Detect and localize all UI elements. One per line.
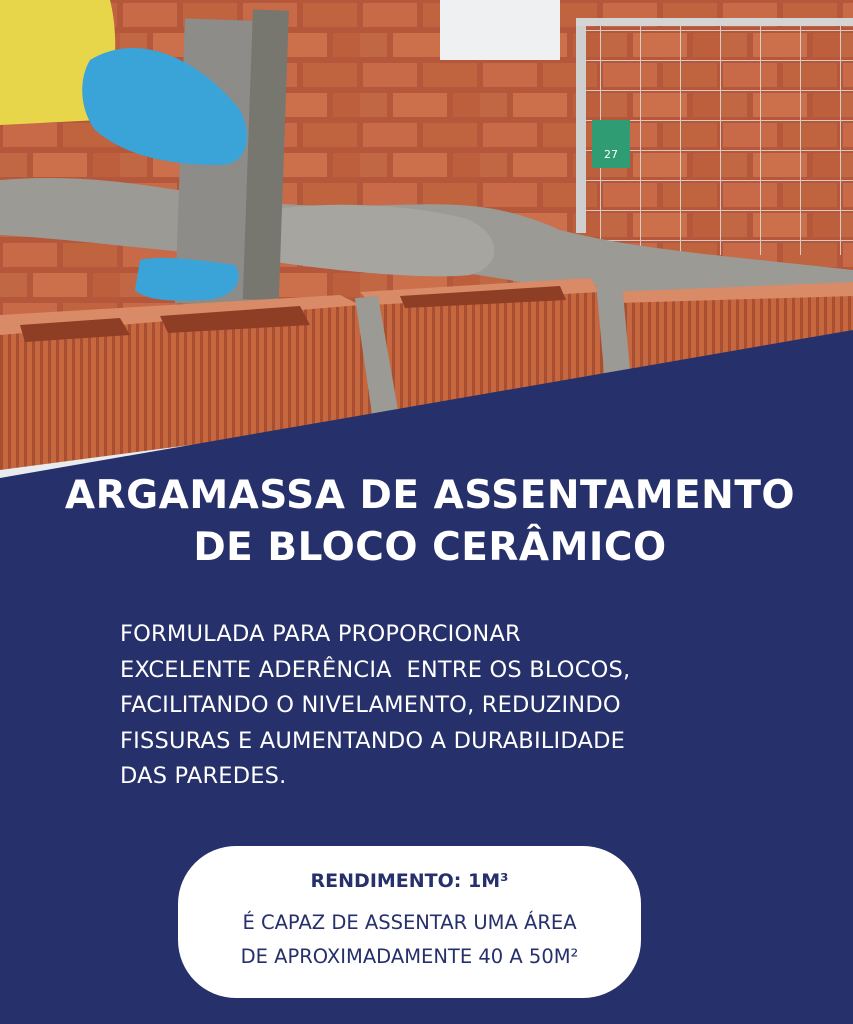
yield-line: DE APROXIMADAMENTE 40 A 50M² xyxy=(240,945,579,968)
page-title xyxy=(20,470,840,574)
yield-description xyxy=(178,906,641,974)
product-description xyxy=(120,617,820,795)
description-line: EXCELENTE ADERÊNCIA ENTRE OS BLOCOS, xyxy=(120,656,631,683)
description-line: FISSURAS E AUMENTANDO A DURABILIDADE xyxy=(120,727,626,754)
marker-tag-label: 27 xyxy=(604,148,618,161)
description-line: FORMULADA PARA PROPORCIONAR xyxy=(120,621,521,647)
title-line-1: ARGAMASSA DE ASSENTAMENTO xyxy=(64,473,796,518)
title-line-2: DE BLOCO CERÂMICO xyxy=(193,525,667,570)
yield-info-box xyxy=(178,846,641,998)
description-line: FACILITANDO O NIVELAMENTO, REDUZINDO xyxy=(120,692,621,718)
yield-heading: RENDIMENTO: 1M³ xyxy=(310,870,509,892)
yield-line: É CAPAZ DE ASSENTAR UMA ÁREA xyxy=(242,911,577,934)
description-line: DAS PAREDES. xyxy=(120,763,287,789)
